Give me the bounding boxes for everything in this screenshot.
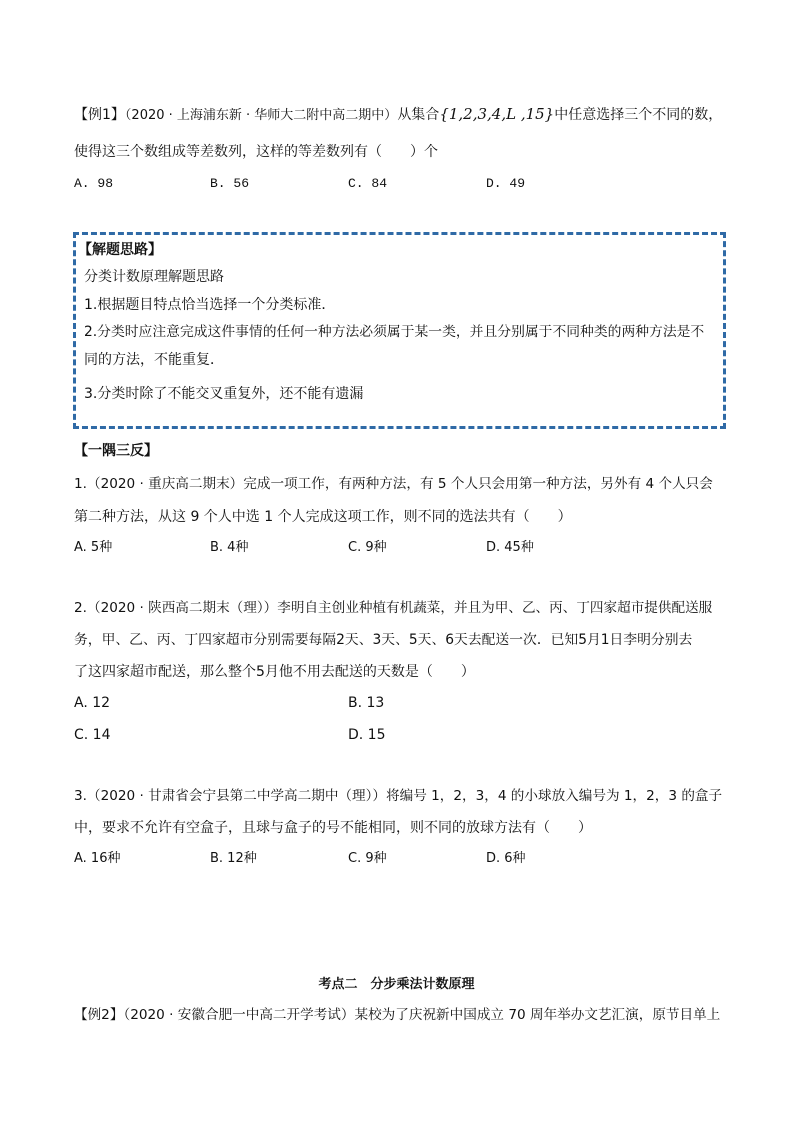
q3-option-b: B. 12种 [210, 851, 257, 866]
q2-option-b: B. 13 [348, 695, 385, 711]
example1-option-c: C. 84 [348, 176, 388, 191]
example1-text-b: 中任意选择三个不同的数， [554, 107, 723, 123]
q2-option-a: A. 12 [74, 695, 111, 711]
q3-option-d: D. 6种 [486, 851, 526, 866]
q1-option-b: B. 4种 [210, 540, 249, 555]
q1-line-1: 1.（2020 · 重庆高二期末）完成一项工作，有两种方法，有 5 个人只会用第一种方法，另外有 4 个人只会 [74, 476, 713, 492]
q3-option-a: A. 16种 [74, 851, 121, 866]
practice-title: 【一隅三反】 [74, 443, 158, 459]
example1-option-b: B. 56 [210, 176, 250, 191]
tips-item-2-line-1: 2.分类时应注意完成这件事情的任何一种方法必须属于某一类，并且分别属于不同种类的两种方法是不 [84, 324, 705, 340]
example1-set: {1,2,3,4,L ,15} [439, 105, 555, 123]
tips-item-2-line-2: 同的方法，不能重复． [84, 352, 224, 368]
example1-option-d: D. 49 [486, 176, 526, 191]
q3-line-1: 3.（2020 · 甘肃省会宁县第二中学高二期中（理））将编号 1，2，3，4 的小球放入编号为 1，2，3 的盒子 [74, 788, 723, 804]
example1-option-a: A. 98 [74, 176, 114, 191]
q1-line-2: 第二种方法，从这 9 个人中选 1 个人完成这项工作，则不同的选法共有（ ） [74, 509, 572, 525]
example1-tag: 【例1】 [74, 107, 125, 123]
q1-option-d: D. 45种 [486, 540, 534, 555]
example1-line2: 使得这三个数组成等差数列，这样的等差数列有（ ）个 [74, 144, 438, 160]
q2-line-3: 了这四家超市配送，那么整个5月他不用去配送的天数是（ ） [74, 664, 475, 680]
q2-line-2: 务，甲、乙、丙、丁四家超市分别需要每隔2天、3天、5天、6天去配送一次．已知5月1日李明分别去 [74, 632, 693, 648]
q2-line-1: 2.（2020 · 陕西高二期末（理））李明自主创业种植有机蔬菜，并且为甲、乙、丙、丁四家超市提供配送服 [74, 600, 713, 616]
example2-line-1: 【例2】（2020 · 安徽合肥一中高二开学考试）某校为了庆祝新中国成立 70 周年举办文艺汇演，原节目单上 [74, 1007, 721, 1023]
q3-line-2: 中，要求不允许有空盒子，且球与盒子的号不能相同，则不同的放球方法有（ ） [74, 820, 592, 836]
example1-source: （2020 · 上海浦东新 · 华师大二附中高二期中） [124, 108, 398, 123]
tips-item-3: 3.分类时除了不能交叉重复外，还不能有遗漏 [84, 386, 364, 402]
q2-option-c: C. 14 [74, 727, 111, 743]
example1-line1 [74, 107, 722, 122]
q3-option-c: C. 9种 [348, 851, 387, 866]
q1-option-c: C. 9种 [348, 540, 387, 555]
section2-heading: 考点二 分步乘法计数原理 [318, 977, 475, 992]
tips-item-1: 1.根据题目特点恰当选择一个分类标准． [84, 297, 336, 313]
q2-option-d: D. 15 [348, 727, 386, 743]
tips-subtitle: 分类计数原理解题思路 [84, 269, 224, 285]
tips-title: 【解题思路】 [78, 242, 162, 258]
q1-option-a: A. 5种 [74, 540, 113, 555]
example1-text-a: 从集合 [397, 107, 440, 123]
